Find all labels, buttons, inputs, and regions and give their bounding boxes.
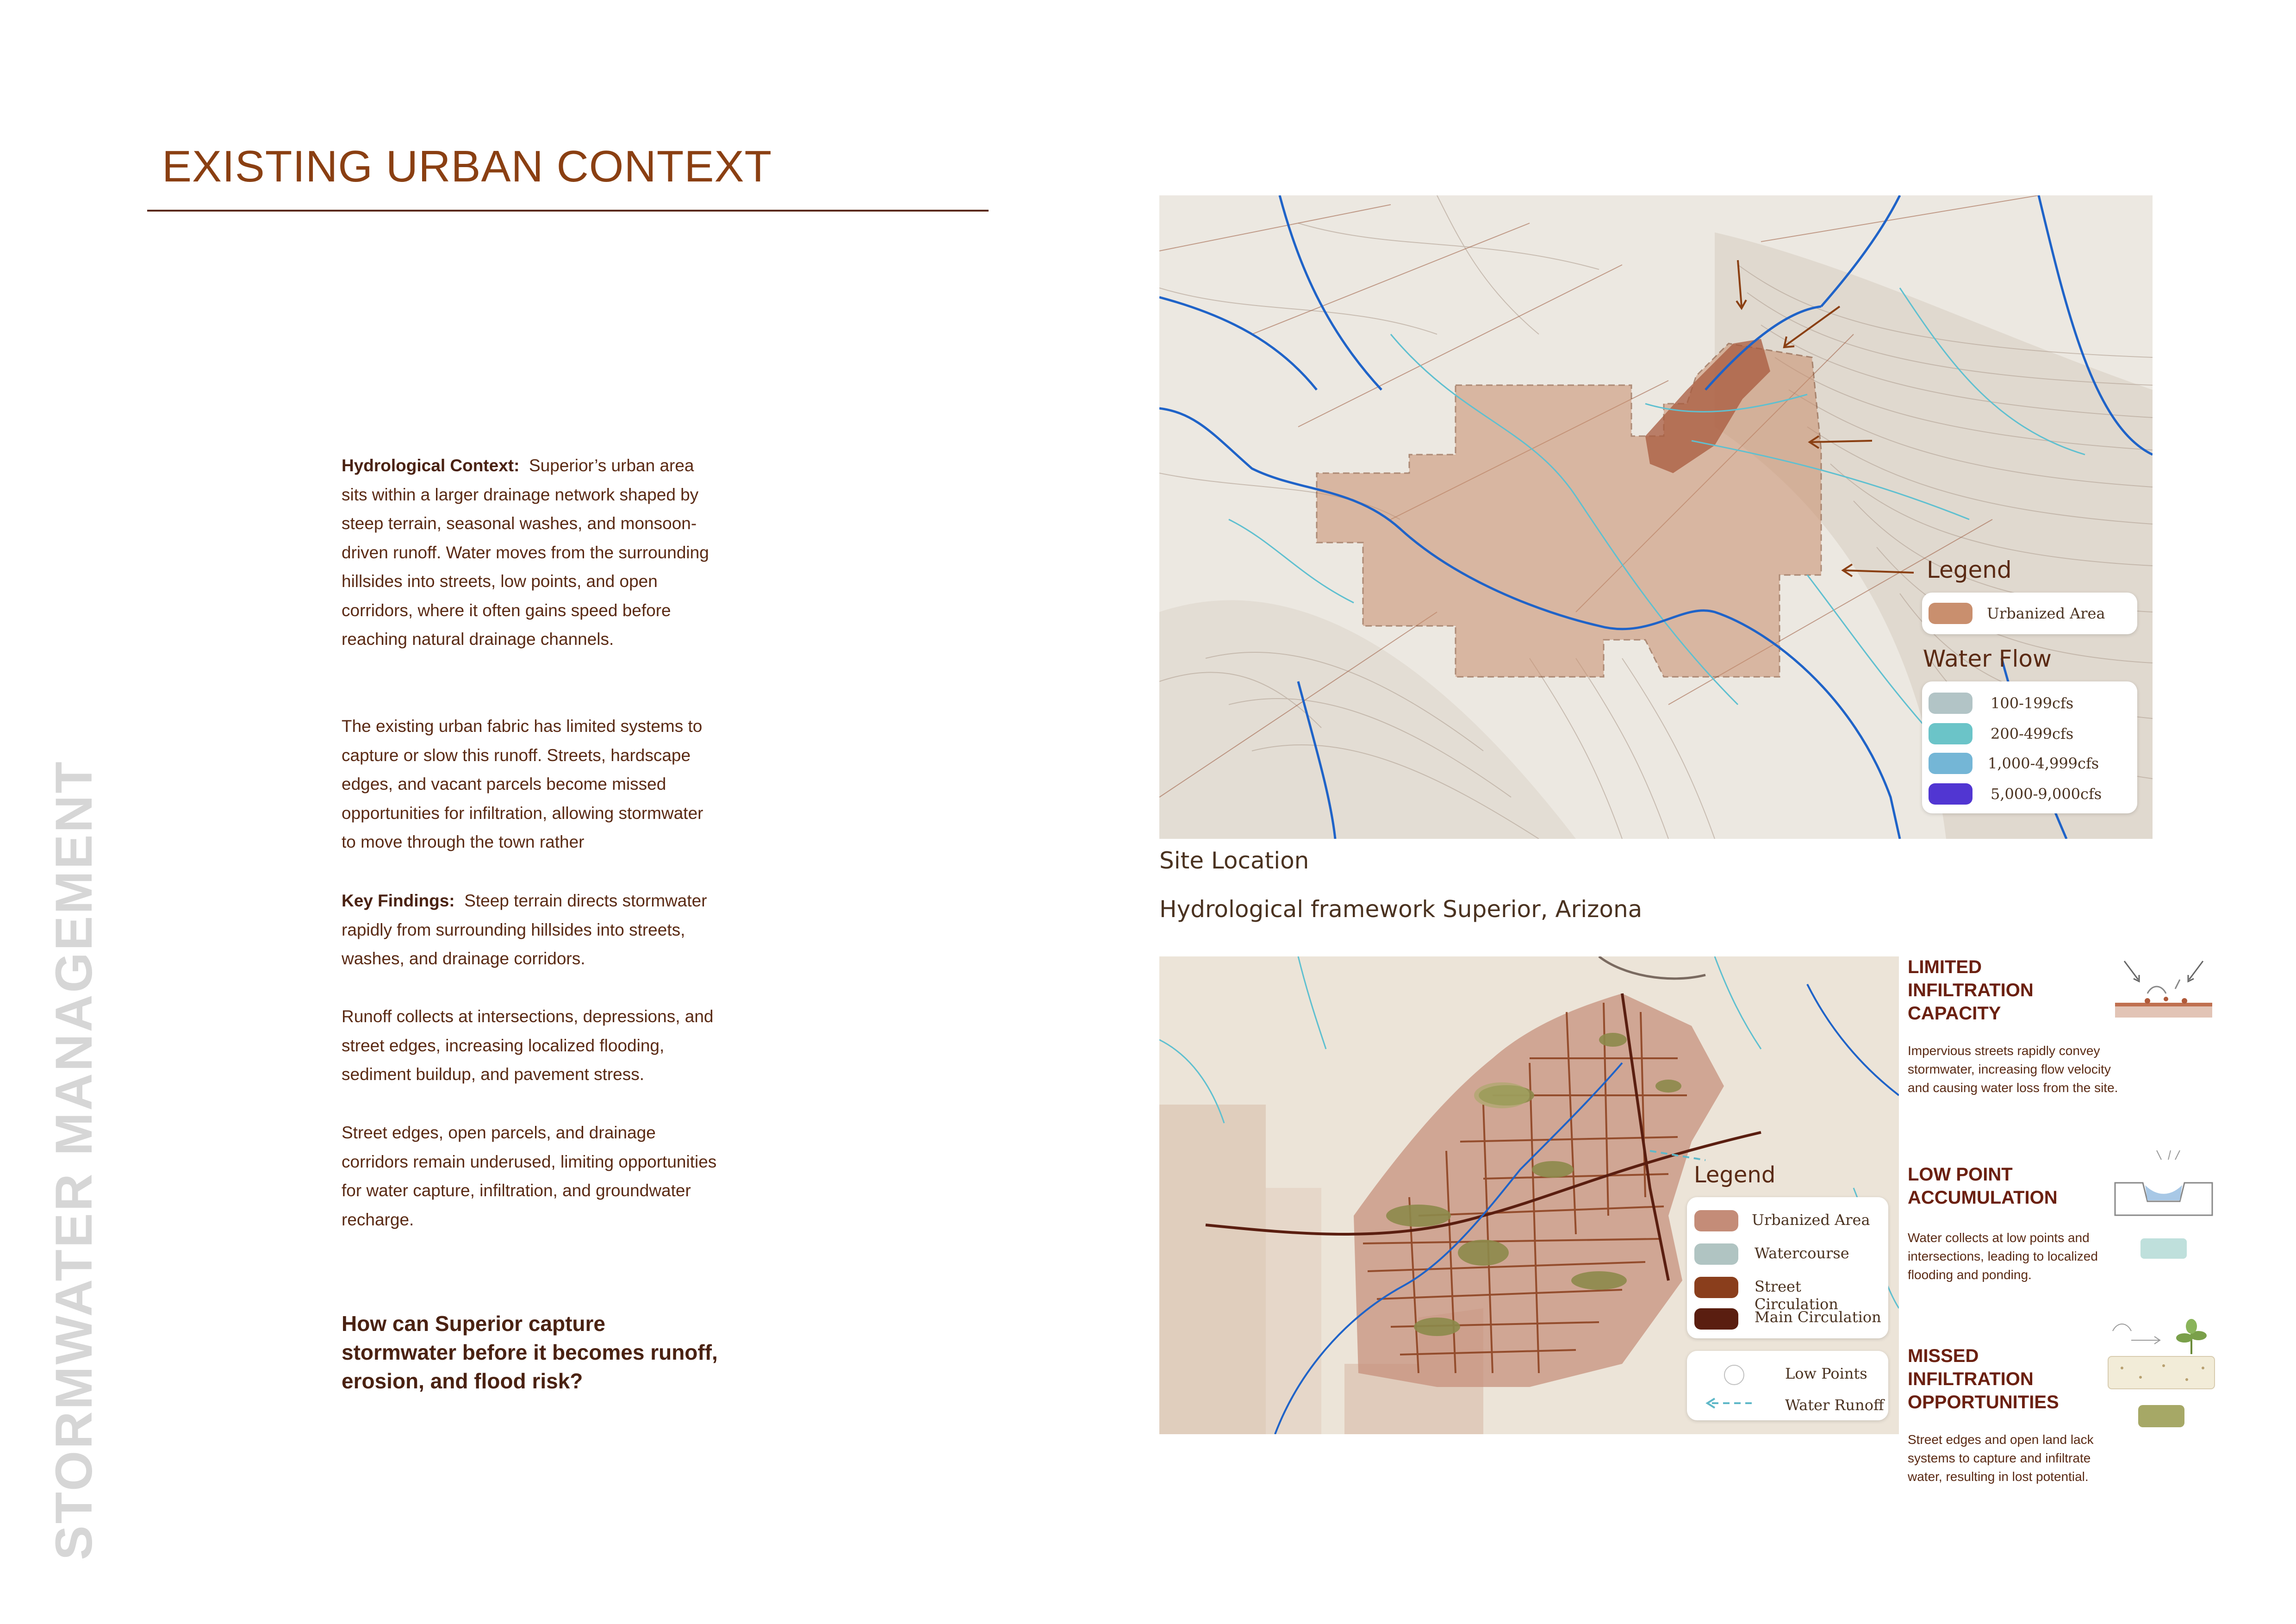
map1-legend-title: Legend	[1927, 556, 2012, 583]
map2-swatch-main	[1694, 1308, 1738, 1330]
map2-label-main: Main Circulation	[1755, 1308, 1881, 1326]
side-title: STORMWATER MANAGEMENT	[45, 760, 103, 1560]
circle-icon	[1724, 1365, 1744, 1385]
findings-body: Steep terrain directs stormwater rapidly from surrounding hillsides into streets, washes, and drainage corridors.	[342, 891, 707, 968]
map1-caption-framework: Hydrological framework Superior, Arizona	[1159, 896, 1643, 923]
dashed-arrow-icon	[1701, 1396, 1756, 1410]
hydro-body: Superior’s urban area sits within a larger drainage network shaped by steep terrain, seasonal washes, and monsoon-driven runoff. Water moves from the surrounding hillsides into streets, low points, and open corridors, where it often gains speed before reaching natural drainage channels.	[342, 456, 709, 649]
map2-label-watercourse: Watercourse	[1755, 1244, 1849, 1262]
map2-legend-title: Legend	[1694, 1162, 1776, 1188]
flow-label-3: 1,000-4,999cfs	[1988, 755, 2099, 772]
title-divider	[147, 210, 989, 212]
runoff-paragraph: Runoff collects at intersections, depressions, and street edges, increasing localized flooding, sediment buildup, and pavement stress.	[342, 1007, 714, 1084]
flow-swatch-1	[1929, 693, 1972, 714]
legend-label-urbanized: Urbanized Area	[1987, 605, 2105, 622]
map2-swatch-watercourse	[1694, 1243, 1738, 1265]
hydrological-context-paragraph	[342, 451, 721, 654]
map1-legend-box	[1922, 593, 2137, 634]
flow-label-1: 100-199cfs	[1991, 694, 2074, 712]
water-runoff-label: Water Runoff	[1785, 1396, 1884, 1414]
map2-label-urban: Urbanized Area	[1752, 1211, 1870, 1229]
urban-fabric-paragraph: The existing urban fabric has limited systems to capture or slow this runoff. Streets, hardscape edges, and vacant parcels become missed opportunities for infiltration, allowing stormwater to move through the town rather	[342, 717, 703, 851]
hydro-label: Hydrological Context:	[342, 456, 520, 475]
low-points-label: Low Points	[1785, 1365, 1867, 1382]
flow-label-4: 5,000-9,000cfs	[1991, 785, 2102, 803]
findings-label: Key Findings:	[342, 891, 455, 910]
page-title: EXISTING URBAN CONTEXT	[162, 142, 772, 191]
water-flow-title: Water Flow	[1923, 645, 2052, 672]
map2-legend-box	[1687, 1197, 1888, 1338]
map1-caption-site: Site Location	[1159, 847, 1309, 874]
water-flow-legend-box	[1922, 681, 2137, 813]
map2-swatch-street	[1694, 1277, 1738, 1298]
flow-swatch-2	[1929, 723, 1972, 744]
finding-1-desc: Impervious streets rapidly convey stormwater, increasing flow velocity and causing water loss from the site.	[1908, 1043, 2118, 1095]
hydrological-map	[1159, 195, 2153, 839]
map2-label-street: Street Circulation	[1755, 1278, 1838, 1313]
finding-3-title: MISSED INFILTRATION OPPORTUNITIES	[1908, 1346, 2059, 1412]
urban-circulation-map	[1159, 956, 1899, 1434]
finding-3-desc: Street edges and open land lack systems to capture and infiltrate water, resulting in lost potential.	[1908, 1432, 2094, 1484]
flow-label-2: 200-499cfs	[1991, 725, 2074, 743]
urbanized-area-swatch	[1929, 603, 1972, 624]
finding-2-desc: Water collects at low points and intersections, leading to localized flooding and ponding.	[1908, 1230, 2098, 1282]
impervious-surface-icon	[2110, 956, 2217, 1021]
finding-1-title: LIMITED INFILTRATION CAPACITY	[1908, 957, 2034, 1024]
map2-symbol-box	[1687, 1351, 1888, 1420]
key-findings-paragraph	[342, 887, 721, 974]
flow-swatch-3	[1929, 753, 1972, 774]
map2-swatch-urban	[1694, 1210, 1738, 1231]
research-question: How can Superior capture stormwater before it becomes runoff, erosion, and flood risk?	[342, 1312, 718, 1393]
finding-2-title: LOW POINT ACCUMULATION	[1908, 1164, 2058, 1208]
street-edges-paragraph: Street edges, open parcels, and drainage corridors remain underused, limiting opportunities for water capture, infiltration, and groundwater recharge.	[342, 1123, 717, 1229]
planted-soil-icon	[2103, 1312, 2219, 1433]
ponding-basin-icon	[2110, 1146, 2217, 1262]
flow-swatch-4	[1929, 783, 1972, 805]
